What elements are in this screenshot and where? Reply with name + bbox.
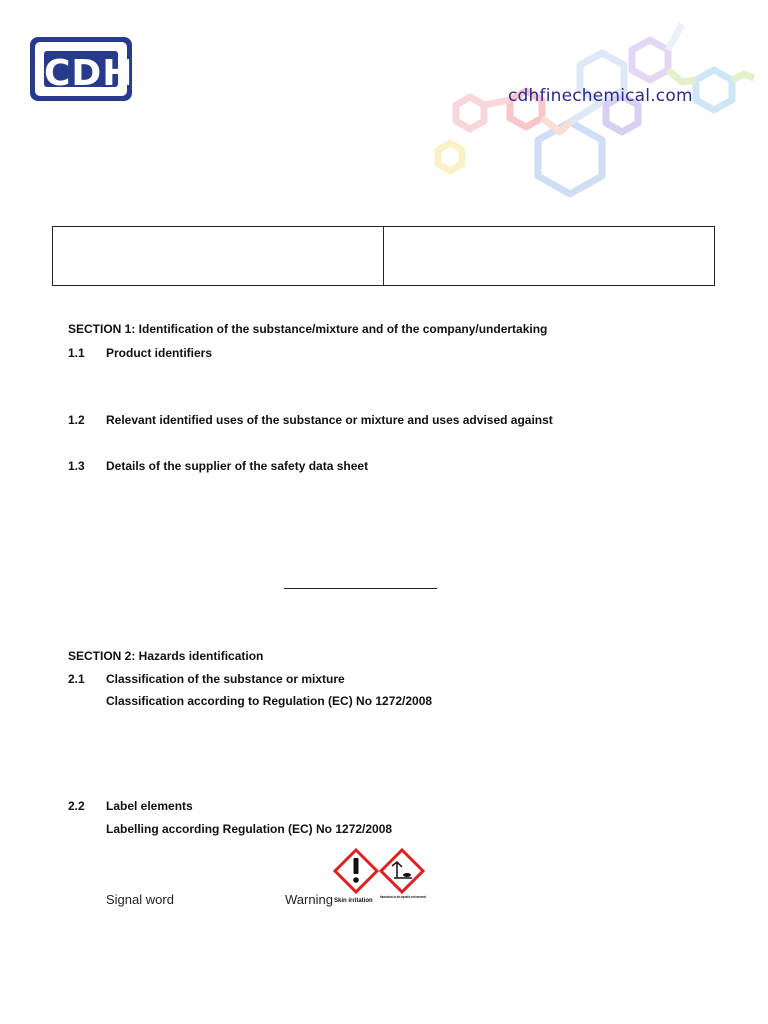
item-number: 2.2 — [68, 799, 85, 813]
section1-heading: SECTION 1: Identification of the substance/mixture and of the company/undertaking — [68, 322, 548, 336]
label-elements-heading: Label elements — [106, 799, 193, 813]
website-url[interactable]: cdhfinechemical.com — [508, 86, 693, 106]
classification-heading: Classification of the substance or mixture — [106, 672, 345, 686]
ghs-pictograms — [332, 848, 428, 906]
pictogram-caption: Hazardous to the aquatic environment — [380, 894, 427, 899]
logo-text: CDH — [44, 53, 134, 94]
header-table — [52, 226, 715, 286]
molecule-graphic — [420, 10, 768, 210]
item-number: 1.1 — [68, 346, 85, 360]
divider-line — [284, 588, 437, 589]
relevant-uses-heading: Relevant identified uses of the substance or mixture and uses advised against — [106, 413, 553, 427]
signal-word-value: Warning — [285, 892, 333, 907]
header-cell-left — [53, 227, 383, 285]
pictogram-caption: Skin irritation — [334, 898, 373, 904]
classification-regulation: Classification according to Regulation (EC) No 1272/2008 — [106, 694, 433, 708]
cdh-logo — [30, 37, 132, 101]
signal-word-label: Signal word — [106, 892, 174, 907]
environment-pictogram — [381, 850, 423, 892]
section2-heading: SECTION 2: Hazards identification — [68, 649, 264, 663]
header-cell-right — [383, 227, 714, 285]
product-identifiers-heading: Product identifiers — [106, 346, 213, 360]
supplier-details-heading: Details of the supplier of the safety data sheet — [106, 459, 369, 473]
labelling-regulation: Labelling according Regulation (EC) No 1272/2008 — [106, 822, 393, 836]
item-number: 2.1 — [68, 672, 85, 686]
exclamation-mark-pictogram — [335, 850, 377, 892]
item-number: 1.2 — [68, 413, 85, 427]
item-number: 1.3 — [68, 459, 85, 473]
